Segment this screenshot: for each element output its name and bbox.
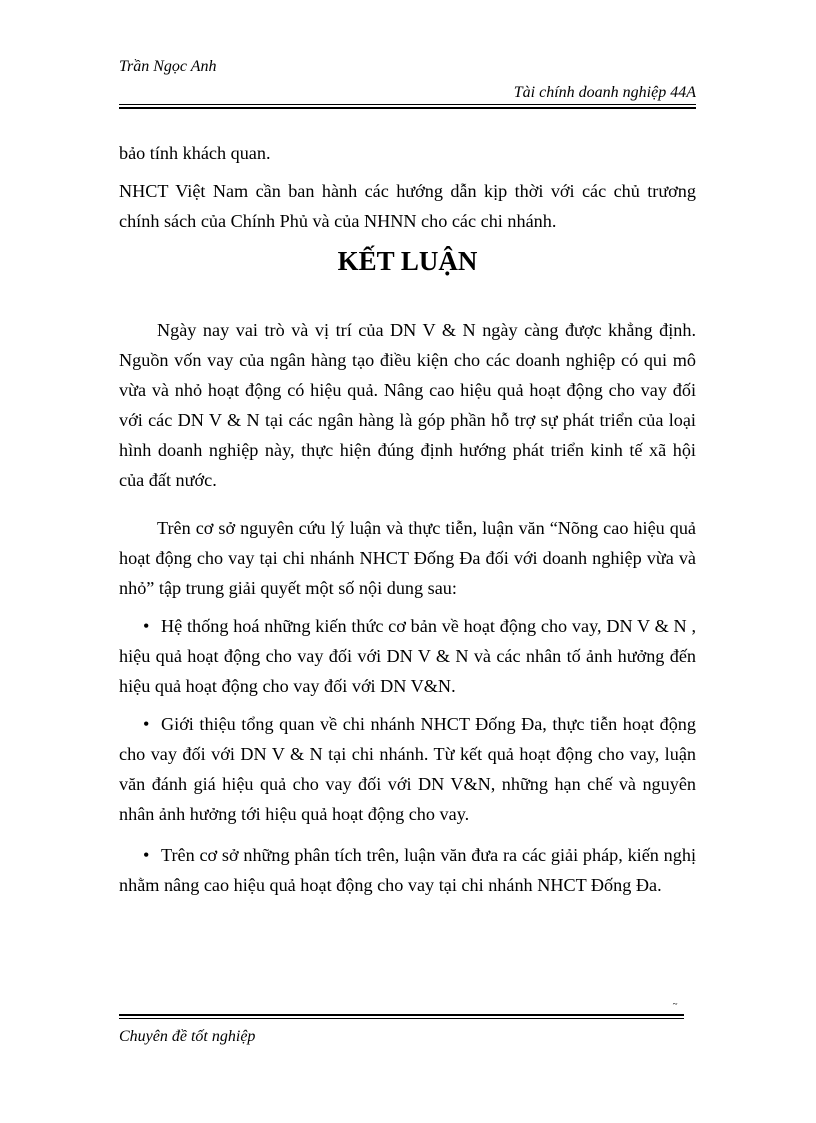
footer-rule-thin (119, 1018, 684, 1019)
header-course: Tài chính doanh nghiệp 44A (513, 84, 696, 101)
paragraph-nhct-guidance: NHCT Việt Nam cần ban hành các hướng dẫn kịp thời với các chủ trương chính sách của Chính Phủ và của NHNN cho các chi nhánh. (119, 181, 696, 231)
list-item (119, 611, 696, 701)
footer-rule-thick (119, 1014, 684, 1016)
bullet-icon: • (143, 714, 150, 734)
bullet-icon: • (143, 845, 150, 865)
header-rule-thick (119, 107, 696, 109)
footer-mark: ~ (672, 999, 678, 1009)
paragraph-intro: Ngày nay vai trò và vị trí của DN V & N ngày càng được khẳng định. Nguồn vốn vay của ngân hàng tạo điều kiện cho các doanh nghiệp có qui mô vừa và nhỏ hoạt động có hiệu quả. Nâng cao hiệu quả hoạt động cho vay đối với các DN V & N tại các ngân hàng là góp phần hỗ trợ sự phát triển của loại hình doanh nghiệp này, thực hiện đúng định hướng phát triển kinh tế xã hội của đất nước. (119, 320, 696, 490)
footer-text: Chuyên đề tốt nghiệp (119, 1028, 256, 1045)
paragraph-summary: Trên cơ sở nguyên cứu lý luận và thực tiễn, luận văn “Nõng cao hiệu quả hoạt động cho vay tại chi nhánh NHCT Đống Đa đối với doanh nghiệp vừa và nhỏ” tập trung giải quyết một số nội dung sau: (119, 518, 696, 598)
list-item-text: Hệ thống hoá những kiến thức cơ bản về hoạt động cho vay, DN V & N , hiệu quả hoạt động cho vay đối với DN V & N và các nhân tố ảnh hưởng đến hiệu quả hoạt động cho vay đối với DN V&N. (119, 616, 696, 696)
list-item-text: Giới thiệu tổng quan về chi nhánh NHCT Đống Đa, thực tiễn hoạt động cho vay đối với DN V & N tại chi nhánh. Từ kết quả hoạt động cho vay, luận văn đánh giá hiệu quả cho vay đối với DN V&N, những hạn chế và nguyên nhân ảnh hưởng tới hiệu quả hoạt động cho vay. (119, 714, 696, 824)
list-item (119, 709, 696, 829)
list-item (119, 840, 696, 900)
list-item-text: Trên cơ sở những phân tích trên, luận văn đưa ra các giải pháp, kiến nghị nhằm nâng cao hiệu quả hoạt động cho vay tại chi nhánh NHCT Đống Đa. (119, 845, 696, 895)
header-rule-thin (119, 104, 696, 105)
bullet-icon: • (143, 616, 150, 636)
header-author: Trần Ngọc Anh (119, 58, 217, 75)
section-title: KẾT LUẬN (337, 246, 478, 276)
paragraph-continuation: bảo tính khách quan. (119, 143, 271, 163)
